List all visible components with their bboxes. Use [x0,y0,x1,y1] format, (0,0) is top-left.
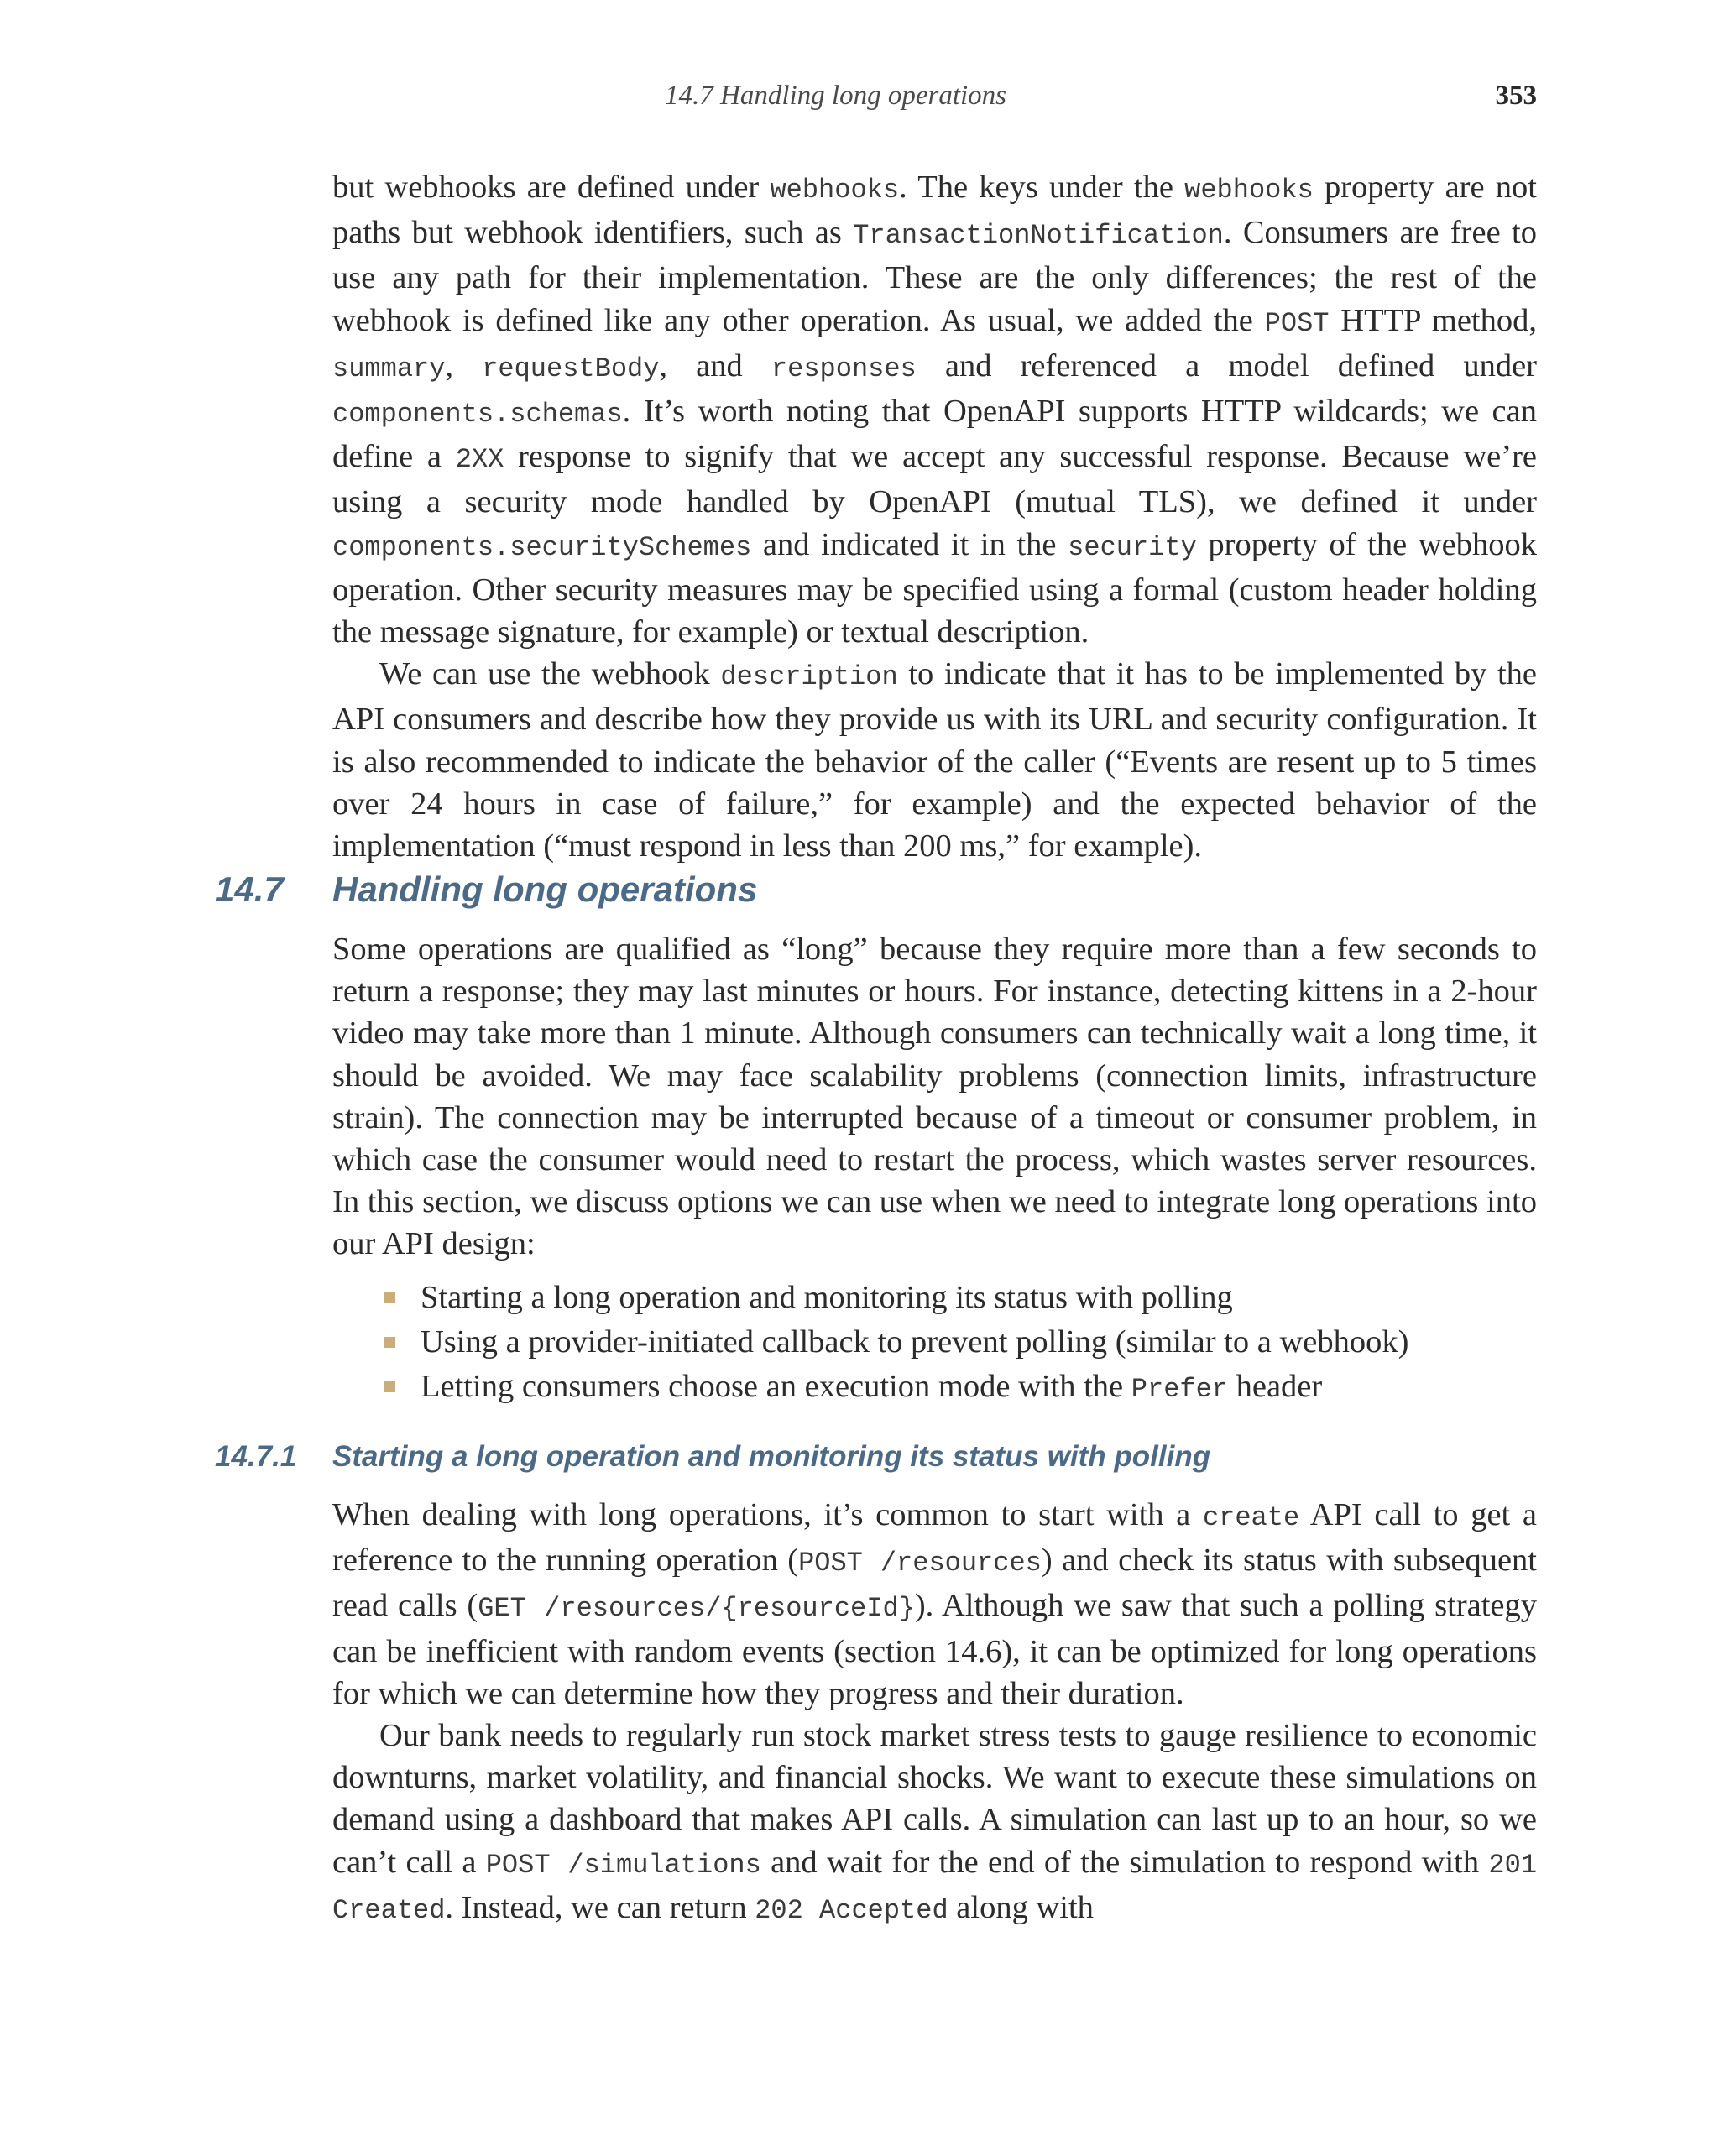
code-2xx: 2XX [455,444,504,476]
running-header [0,81,1719,123]
code-request-body: requestBody [482,352,660,384]
paragraph-webhook-description: We can use the webhook description to indicate that it has to be implemented by the API consumers and describe how they provide us with its URL and security configuration. It is also recommended to indicate the behavior of the caller (“Events are resent up to 5 times over 24 hours in case of failure,” for example) and the expected behavior of the implementation (“must respond in less than 200 ms,” for example). [332,656,1537,864]
section-title: Handling long operations [332,869,758,909]
code-prefer: Prefer [1131,1374,1228,1405]
code-security: security [1068,531,1197,563]
paragraph-long-operations: Some operations are qualified as “long” because they require more than a few seconds to return a response; they may last minutes or hours. For instance, detecting kittens in a 2-hour video may take more than 1 minute. Although consumers can technically wait a long time, it should be avoided. We may face scalability problems (connection limits, infrastructure strain). The connection may be interrupted because of a timeout or consumer problem, in which case the consumer would need to restart the process, which wastes server resources. In this section, we discuss options we can use when we need to integrate long operations into our API design: [332,932,1537,1262]
subsection-number: 14.7.1 [215,1440,297,1473]
code-create: create [1202,1502,1300,1533]
paragraph-simulations: Our bank needs to regularly run stock market stress tests to gauge resilience to economic downturns, market volatility, and financial shocks. We want to execute these simulations on demand using a dashboard that makes API calls. A simulation can last up to an hour, so we can’t call a POST /simulations and wait for the end of the simulation to respond with 201 Created. Instead, we can return 202 Accepted along with [332,1718,1538,1926]
code-responses: responses [771,352,917,384]
code-description: description [720,661,898,693]
code-security-schemes: components.securitySchemes [332,531,752,563]
bullet-icon [384,1381,395,1392]
list-item: Letting consumers choose an execution mode with the Prefer header [332,1365,1537,1412]
subsection-title: Starting a long operation and monitoring its status with polling [332,1440,1211,1473]
list-item: Starting a long operation and monitoring its status with polling [332,1276,1537,1320]
code-webhooks: webhooks [770,175,900,206]
code-201-created: 201 Created [332,1849,1538,1926]
bullet-list [332,1276,1537,1412]
intro-text [332,166,1537,867]
bullet-icon [384,1337,395,1348]
paragraph-polling: When dealing with long operations, it’s common to start with a create API call to get a reference to the running operation (POST /resources) and check its status with subsequent read calls (GET /resources/{resourceId}). Although we saw that such a polling strategy can be inefficient with random events (section 14.6), it can be optimized for long operations for which we can determine how they progress and their duration. [332,1497,1538,1711]
code-webhooks: webhooks [1184,175,1314,206]
page-number: 353 [1495,81,1537,111]
code-post: POST [1264,307,1330,339]
code-post-resources: POST /resources [798,1548,1042,1579]
section-text [332,928,1537,1266]
running-title: 14.7 Handling long operations [665,81,1007,111]
code-summary: summary [332,352,446,384]
code-get-resource: GET /resources/{resourceId} [478,1593,915,1625]
code-post-simulations: POST /simulations [485,1849,761,1881]
subsection-text [332,1494,1537,1932]
code-components-schemas: components.schemas [332,399,623,431]
paragraph-webhook-definition: but webhooks are defined under webhooks. The keys under the webhooks property are not paths but webhook identifiers, such as TransactionNotification. Consumers are free to use any path for their implementation. These are the only differences; the rest of the webhook is defined like any other operation. As usual, we added the POST HTTP method, summary, requestBody, and responses and referenced a model defined under components.schemas. It’s worth noting that OpenAPI supports HTTP wildcards; we can define a 2XX response to signify that we accept any successful response. Because we’re using a security mode handled by OpenAPI (mutual TLS), we defined it under components.securitySchemes and indicated it in the security property of the webhook operation. Other security measures may be specified using a formal (custom header holding the message signature, for example) or textual description. [332,170,1537,650]
code-transaction-notification: TransactionNotification [853,220,1224,252]
list-item: Using a provider-initiated callback to prevent polling (similar to a webhook) [332,1320,1537,1365]
section-number: 14.7 [215,869,284,909]
bullet-icon [384,1292,395,1303]
code-202-accepted: 202 Accepted [755,1894,948,1926]
